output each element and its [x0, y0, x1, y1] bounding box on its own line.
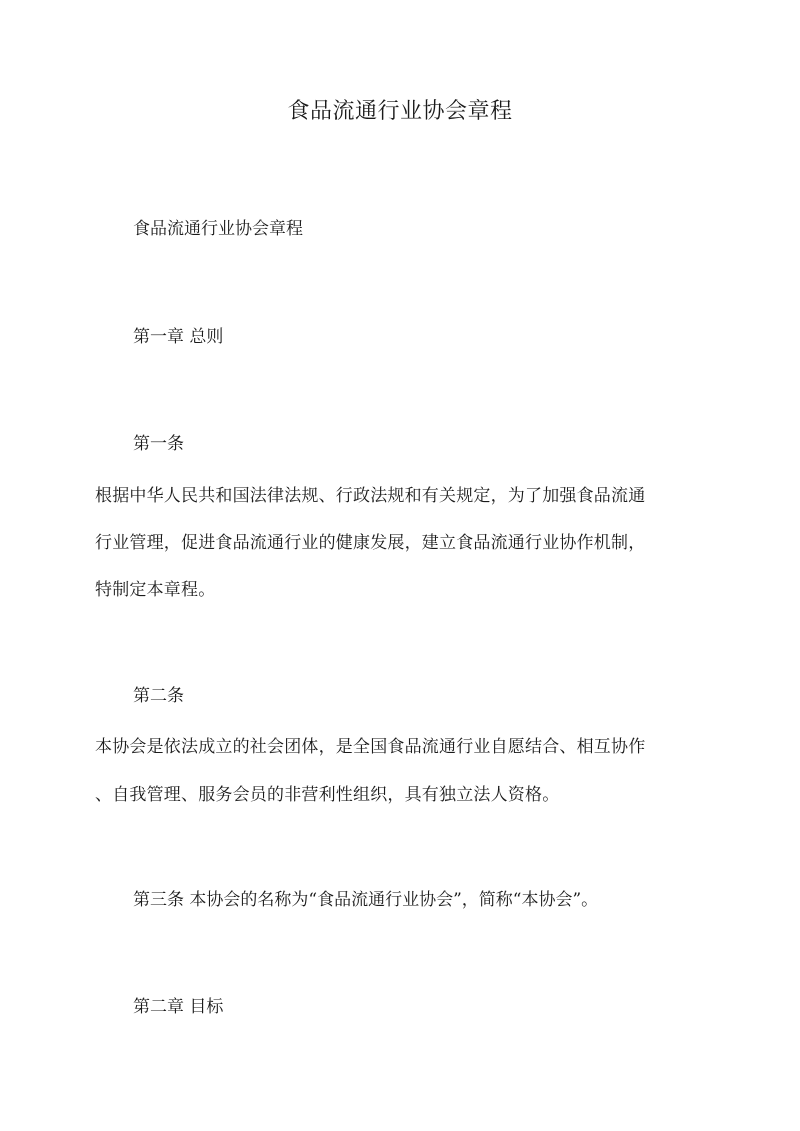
article-2-line-1: 本协会是依法成立的社会团体，是全国食品流通行业自愿结合、相互协作: [95, 737, 646, 757]
chapter-2-heading: 第二章 目标: [133, 997, 224, 1017]
document-title: 食品流通行业协会章程: [287, 99, 513, 124]
document-subtitle: 食品流通行业协会章程: [133, 219, 303, 239]
article-2-line-2: 、自我管理、服务会员的非营利性组织，具有独立法人资格。: [95, 785, 560, 805]
article-1-line-2: 行业管理，促进食品流通行业的健康发展，建立食品流通行业协作机制，: [95, 533, 646, 553]
article-3-text: 第三条 本协会的名称为“食品流通行业协会”，简称“本协会”。: [133, 890, 599, 910]
chapter-1-heading: 第一章 总则: [133, 327, 224, 347]
article-2-label: 第二条: [133, 686, 184, 706]
article-1-line-3: 特制定本章程。: [95, 580, 216, 600]
article-1-label: 第一条: [133, 434, 184, 454]
article-1-line-1: 根据中华人民共和国法律法规、行政法规和有关规定，为了加强食品流通: [95, 486, 646, 506]
